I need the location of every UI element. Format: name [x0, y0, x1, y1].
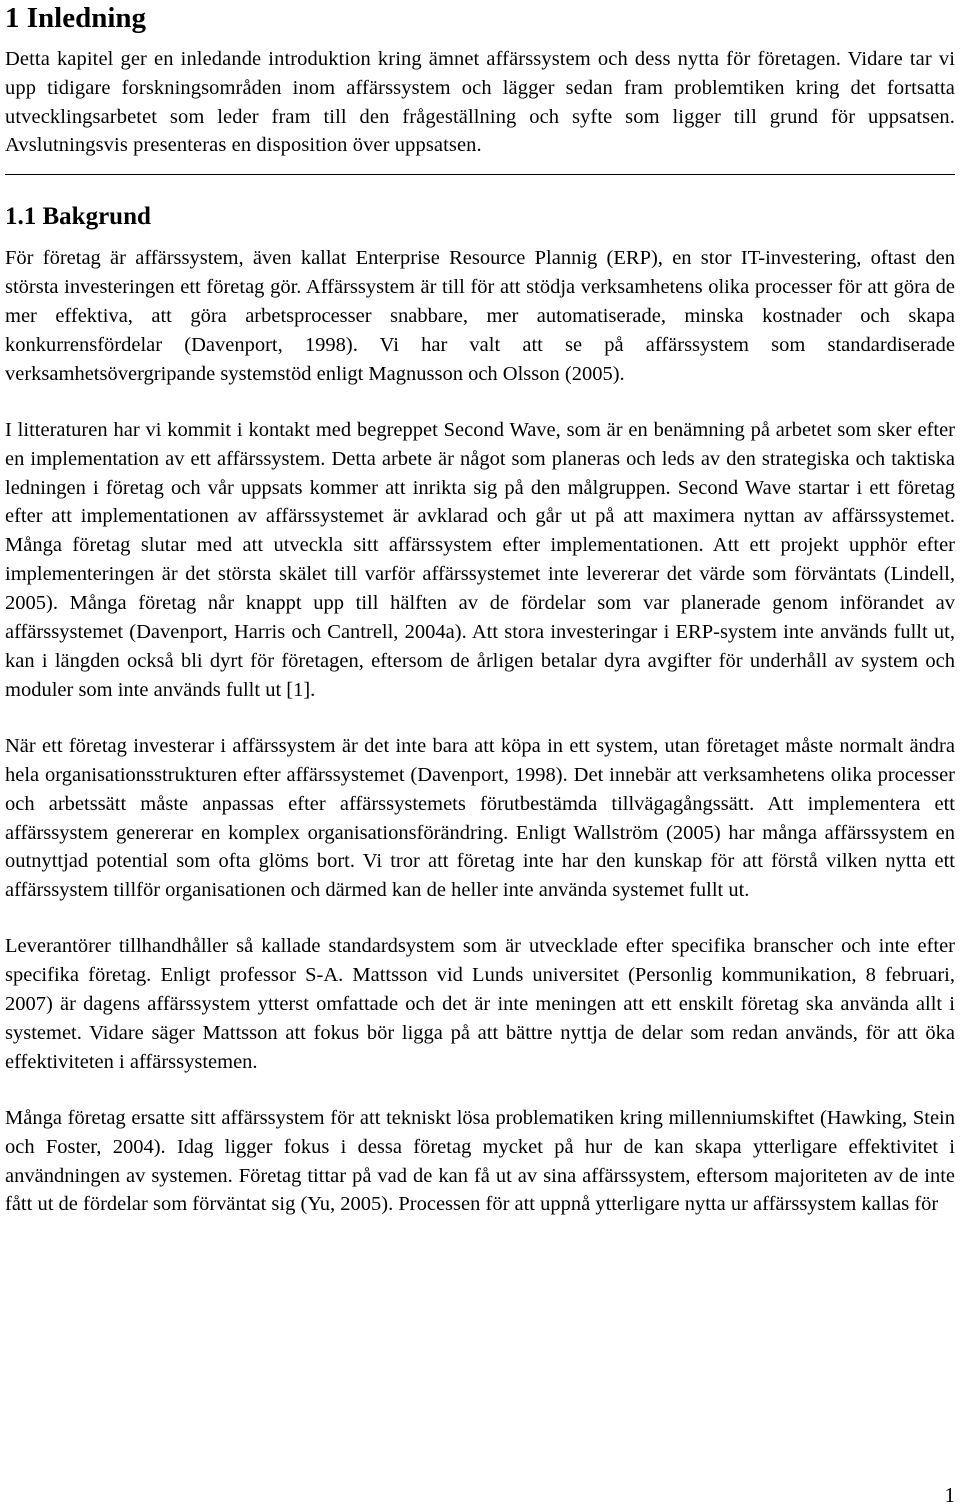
paragraph-5: Många företag ersatte sitt affärssystem för att tekniskt lösa problematiken kring millenniumskiftet (Hawking, Stein och Foster, 2004). Idag ligger fokus i dessa företag mycket på hur de kan skapa ytterligare effektivitet i användningen av systemen. Företag tittar på vad de kan få ut av sina affärssystem, eftersom majoriteten av de inte fått ut de fördelar som förväntat sig (Yu, 2005). Processen för att uppnå ytterligare nytta ur affärssystem kallas för	[5, 1106, 955, 1216]
chapter-title: 1 Inledning	[5, 2, 147, 34]
section-divider	[5, 174, 955, 175]
section-title: 1.1 Bakgrund	[5, 203, 151, 231]
paragraph-3: När ett företag investerar i affärssystem är det inte bara att köpa in ett system, utan företaget måste normalt ändra hela organisationsstrukturen efter affärssystemet (Davenport, 1998). Det innebär att verksamhetens olika processer och arbetssätt måste anpassas efter affärssystemets förutbestämda tillvägagångssätt. Att implementera ett affärssystem genererar en komplex organisationsförändring. Enligt Wallström (2005) har många affärssystem en outnyttjad potential som ofta glöms bort. Vi tror att företag inte har den kunskap för att förstå vilken nytta ett affärssystem tillför organisationen och därmed kan de heller inte använda systemet fullt ut.	[5, 734, 955, 902]
page-number: 1	[944, 1483, 955, 1507]
paragraph-1: För företag är affärssystem, även kallat Enterprise Resource Plannig (ERP), en stor IT-investering, oftast den största investeringen ett företag gör. Affärssystem är till för att stödja verksamhetens olika processer för att göra de mer effektiva, att göra arbetsprocesser snabbare, mer automatiserade, minska kostnader och skapa konkurrensfördelar (Davenport, 1998). Vi har valt att se på affärssystem som standardiserade verksamhetsövergripande systemstöd enligt Magnusson och Olsson (2005).	[5, 247, 955, 385]
document-page	[5, 0, 955, 1219]
paragraph-2: I litteraturen har vi kommit i kontakt med begreppet Second Wave, som är en benämning på arbetet som sker efter en implementation av ett affärssystem. Detta arbete är något som planeras och leds av den strategiska och taktiska ledningen i företag och vår uppsats kommer att inrikta sig på den målgruppen. Second Wave startar i ett företag efter att implementationen av affärssystemet är avklarad och går ut på att maximera nyttan av affärssystemet. Många företag slutar med att utveckla sitt affärssystem efter implementationen. Att ett projekt upphör efter implementeringen är det största skälet till varför affärssystemet inte levererar det värde som förväntats (Lindell, 2005). Många företag når knappt upp till hälften av de fördelar som var planerade genom införandet av affärssystemet (Davenport, Harris och Cantrell, 2004a). Att stora investeringar i ERP-system inte används fullt ut, kan i längden också bli dyrt för företagen, eftersom de årligen betalar dyra avgifter för underhåll av system och moduler som inte används fullt ut [1].	[5, 418, 955, 701]
chapter-intro: Detta kapitel ger en inledande introduktion kring ämnet affärssystem och dess nytta för företagen. Vidare tar vi upp tidigare forskningsområden inom affärssystem och lägger sedan fram problemtiken kring det fortsatta utvecklingsarbetet som leder fram till den frågeställning och syfte som ligger till grund för uppsatsen. Avslutningsvis presenteras en disposition över uppsatsen.	[5, 48, 955, 157]
paragraph-4: Leverantörer tillhandhåller så kallade standardsystem som är utvecklade efter specifika branscher och inte efter specifika företag. Enligt professor S-A. Mattsson vid Lunds universitet (Personlig kommunikation, 8 februari, 2007) är dagens affärssystem ytterst omfattade och det är inte meningen att ett enskilt företag ska använda allt i systemet. Vidare säger Mattsson att fokus bör ligga på att bättre nyttja de delar som redan används, för att öka effektiviteten i affärssystemen.	[5, 935, 955, 1073]
